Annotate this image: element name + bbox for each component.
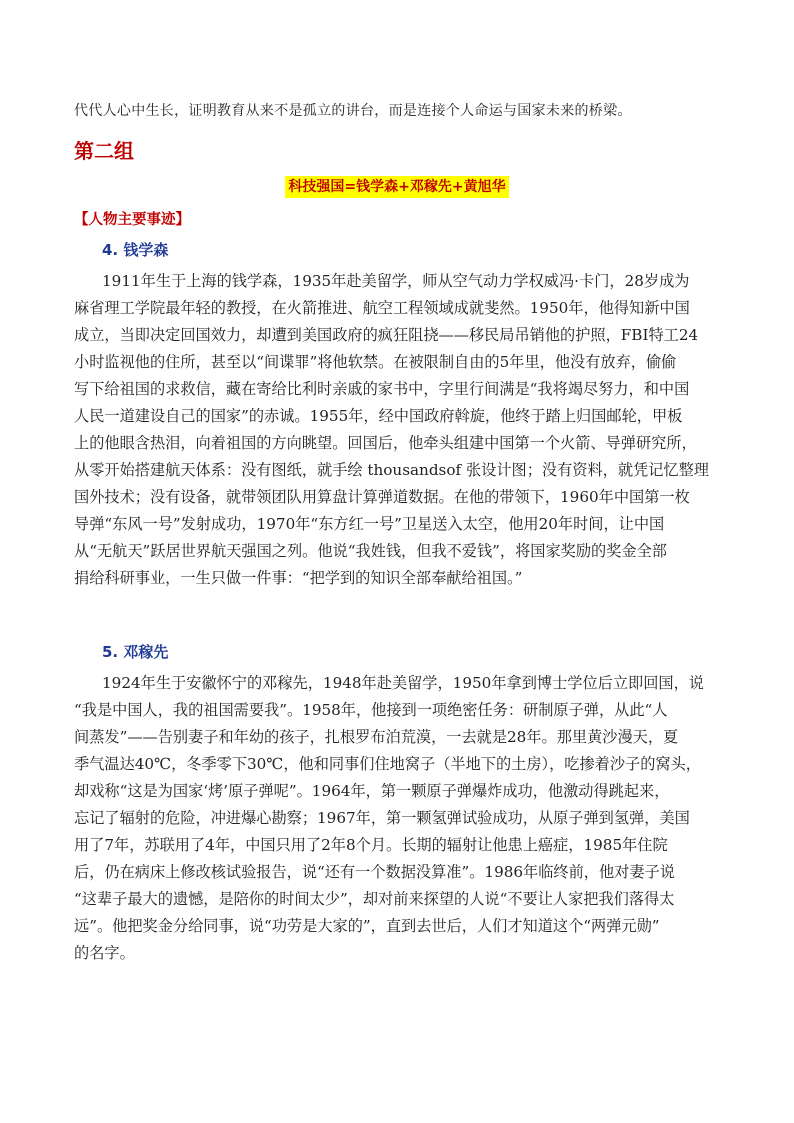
group-title: 第二组	[74, 139, 134, 163]
person-heading-qian-xuesen: 4. 钱学森	[102, 241, 169, 259]
paragraph-line: 用了7年，苏联用了4年，中国只用了2年8个月。长期的辐射让他患上癌症，1985年住院	[74, 836, 668, 854]
paragraph-line: 间蒸发”——告别妻子和年幼的孩子，扎根罗布泊荒漠，一去就是28年。那里黄沙漫天，夏	[74, 728, 679, 746]
paragraph-line: 从“无航天”跃居世界航天强国之列。他说“我姓钱，但我不爱钱”，将国家奖励的奖金全部	[74, 542, 667, 560]
paragraph-line: 上的他眼含热泪，向着祖国的方向眺望。回国后，他牵头组建中国第一个火箭、导弹研究所，	[74, 434, 697, 452]
continuation-text: 代代人心中生长，证明教育从来不是孤立的讲台，而是连接个人命运与国家未来的桥梁。	[74, 103, 632, 119]
paragraph-line: 季气温达40℃，冬季零下30℃，他和同事们住地窝子（半地下的土房），吃掺着沙子的窝头，	[74, 755, 701, 773]
paragraph-line: 成立，当即决定回国效力，却遭到美国政府的疯狂阻挠——移民局吊销他的护照，FBI特工24	[74, 326, 699, 344]
paragraph-line: “这辈子最大的遗憾，是陪你的时间太少”，却对前来探望的人说“不要让人家把我们落得太	[74, 890, 675, 908]
paragraph-deng-jiaxian	[74, 670, 724, 967]
paragraph-line: 国外技术；没有设备，就带领团队用算盘计算弹道数据。在他的带领下，1960年中国第一枚	[74, 488, 690, 506]
section-heading: 【人物主要事迹】	[74, 212, 190, 228]
paragraph-line: 1924年生于安徽怀宁的邓稼先，1948年赴美留学，1950年拿到博士学位后立即回国，说	[102, 674, 704, 692]
paragraph-line: 麻省理工学院最年轻的教授，在火箭推进、航空工程领域成就斐然。1950年，他得知新中国	[74, 299, 690, 317]
paragraph-line: 导弹“东风一号”发射成功，1970年“东方红一号”卫星送入太空，他用20年时间，让中国	[74, 515, 665, 533]
paragraph-line: “我是中国人，我的祖国需要我”。1958年，他接到一项绝密任务：研制原子弹，从此“人	[74, 701, 668, 719]
paragraph-line: 后，仍在病床上修改核试验报告，说“还有一个数据没算准”。1986年临终前，他对妻子说	[74, 863, 675, 881]
paragraph-line: 却戏称“这是为国家‘烤’原子弹呢”。1964年，第一颗原子弹爆炸成功，他激动得跳起来，	[74, 782, 670, 800]
paragraph-line: 从零开始搭建航天体系：没有图纸，就手绘 thousandsof 张设计图；没有资料，就凭记忆整理	[74, 461, 709, 479]
paragraph-line: 1911年生于上海的钱学森，1935年赴美留学，师从空气动力学权威冯·卡门，28岁成为	[102, 272, 690, 290]
person-heading-deng-jiaxian: 5. 邓稼先	[102, 643, 169, 661]
paragraph-line: 人民一道建设自己的国家”的赤诚。1955年，经中国政府斡旋，他终于踏上归国邮轮，甲板	[74, 407, 683, 425]
paragraph-line: 的名字。	[74, 944, 135, 962]
paragraph-line: 远”。他把奖金分给同事，说“功劳是大家的”，直到去世后，人们才知道这个“两弹元勋”	[74, 917, 660, 935]
paragraph-qian-xuesen	[74, 268, 724, 592]
paragraph-line: 写下给祖国的求救信，藏在寄给比利时亲戚的家书中，字里行间满是“我将竭尽努力，和中国	[74, 380, 690, 398]
paragraph-line: 小时监视他的住所，甚至以“间谍罪”将他软禁。在被限制自由的5年里，他没有放弃，偷偷	[74, 353, 677, 371]
theme-highlight: 科技强国=钱学森+邓稼先+黄旭华	[285, 176, 508, 198]
paragraph-line: 忘记了辐射的危险，冲进爆心勘察；1967年，第一颗氢弹试验成功，从原子弹到氢弹，美国	[74, 809, 690, 827]
paragraph-line: 捐给科研事业，一生只做一件事：“把学到的知识全部奉献给祖国。”	[74, 569, 523, 587]
theme-banner	[0, 176, 794, 198]
